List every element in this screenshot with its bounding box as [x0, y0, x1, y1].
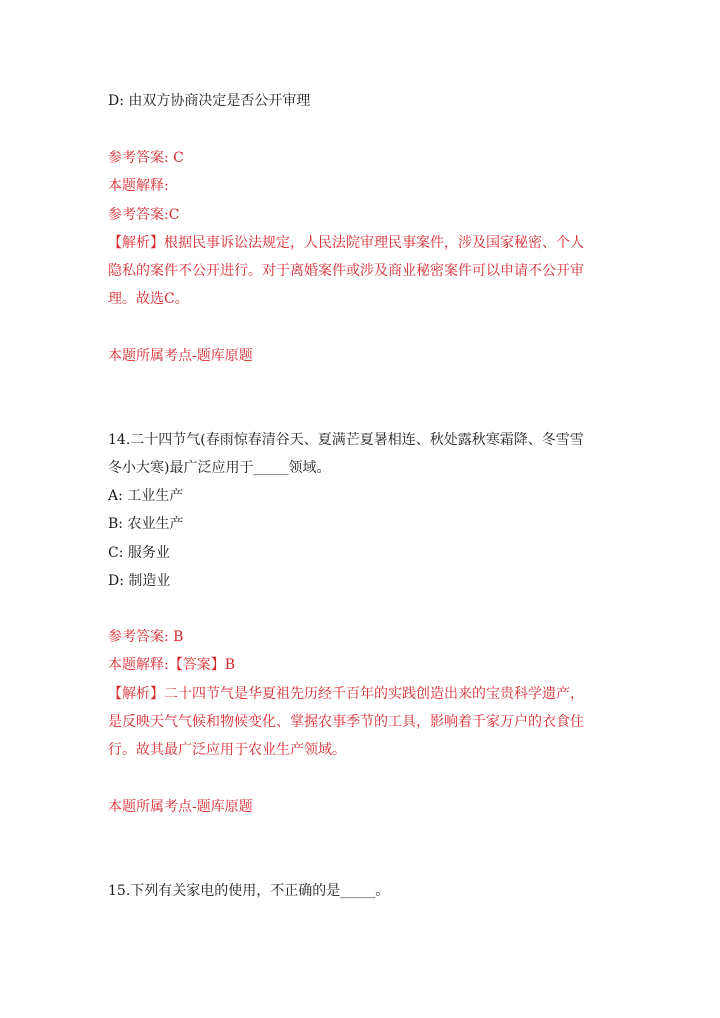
q14-answer: 参考答案: B	[108, 629, 184, 645]
q13-explain-label: 本题解释:	[108, 178, 169, 194]
q13-analysis-line-3: 理。故选C。	[108, 291, 189, 307]
q14-source: 本题所属考点-题库原题	[108, 799, 253, 815]
q14-option-a: A: 工业生产	[108, 488, 184, 504]
q14-option-c: C: 服务业	[108, 545, 170, 561]
q13-option-d: D: 由双方协商决定是否公开审理	[108, 93, 311, 109]
q13-analysis-line-2: 隐私的案件不公开进行。对于离婚案件或涉及商业秘密案件可以申请不公开审	[108, 263, 584, 279]
q14-stem-line-1: 14.二十四节气(春雨惊春清谷天、夏满芒夏暑相连、秋处露秋寒霜降、冬雪雪	[108, 432, 584, 448]
q15-stem-line-1: 15.下列有关家电的使用，不正确的是_____。	[108, 883, 390, 899]
q14-option-b: B: 农业生产	[108, 516, 184, 532]
q14-explain: 本题解释:【答案】B	[108, 657, 236, 673]
q14-analysis-line-2: 是反映天气气候和物候变化、掌握农事季节的工具，影响着千家万户的衣食住	[108, 714, 584, 730]
q13-analysis-line-1: 【解析】根据民事诉讼法规定，人民法院审理民事案件，涉及国家秘密、个人	[108, 235, 584, 251]
q14-stem-line-2: 冬小大寒)最广泛应用于_____领域。	[108, 460, 331, 476]
q13-answer: 参考答案: C	[108, 150, 184, 166]
q14-option-d: D: 制造业	[108, 573, 171, 589]
q14-analysis-line-1: 【解析】二十四节气是华夏祖先历经千百年的实践创造出来的宝贵科学遗产，	[108, 686, 584, 702]
q13-answer-repeat: 参考答案:C	[108, 207, 180, 223]
q14-analysis-line-3: 行。故其最广泛应用于农业生产领域。	[108, 742, 346, 758]
q13-source: 本题所属考点-题库原题	[108, 348, 253, 364]
